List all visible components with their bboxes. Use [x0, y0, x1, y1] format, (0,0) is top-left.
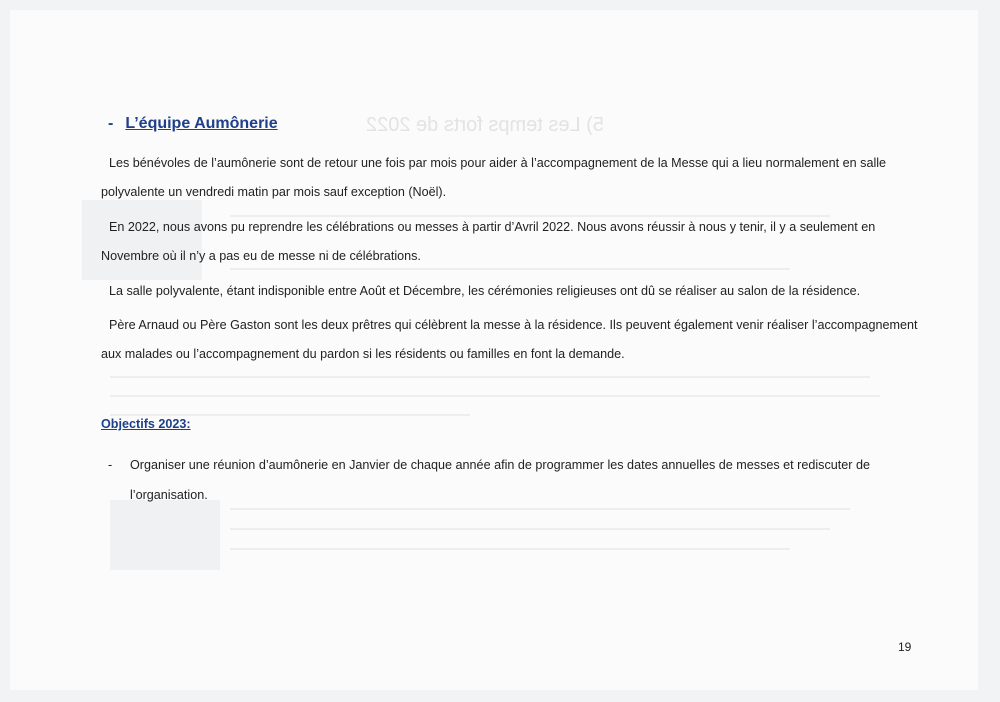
- paragraph: [101, 149, 921, 207]
- bleed-through-heading: 5) Les temps forts de 2022: [366, 114, 604, 136]
- heading-dash: -: [108, 115, 114, 132]
- objective-list-item: [108, 450, 918, 510]
- paragraph: [101, 277, 921, 306]
- page-content: [10, 10, 978, 690]
- page-number: 19: [898, 640, 912, 654]
- document-page: [10, 10, 978, 690]
- paragraph-text: Les bénévoles de l’aumônerie sont de retour une fois par mois pour aider à l’accompagnement de la Messe qui a lieu normalement en salle polyvalente un vendredi matin par mois sauf exception (Noël).: [101, 156, 887, 199]
- paragraph: [101, 213, 921, 271]
- objective-text: Organiser une réunion d’aumônerie en Janvier de chaque année afin de programmer les dates annuelles de messes et rediscuter de l’organisation.: [130, 458, 870, 502]
- section-title: L’équipe Aumônerie: [125, 115, 278, 132]
- paragraph: [101, 311, 921, 369]
- section-heading: [108, 115, 278, 133]
- paragraph-text: Père Arnaud ou Père Gaston sont les deux prêtres qui célèbrent la messe à la résidence. Ils peuvent également venir réaliser l’accompagnement aux malades ou l’accompagnement du pardon si les résidents ou familles en font la demande.: [101, 318, 918, 361]
- objectives-heading: Objectifs 2023:: [101, 417, 191, 431]
- paragraph-text: La salle polyvalente, étant indisponible entre Août et Décembre, les cérémonies religieuses ont dû se réaliser au salon de la résidence.: [109, 284, 861, 298]
- paragraph-text: En 2022, nous avons pu reprendre les célébrations ou messes à partir d’Avril 2022. Nous avons réussir à nous y tenir, il y a seulement en Novembre où il n’y a pas eu de messe ni de célébrations.: [101, 220, 876, 263]
- bullet-dash: -: [108, 458, 113, 472]
